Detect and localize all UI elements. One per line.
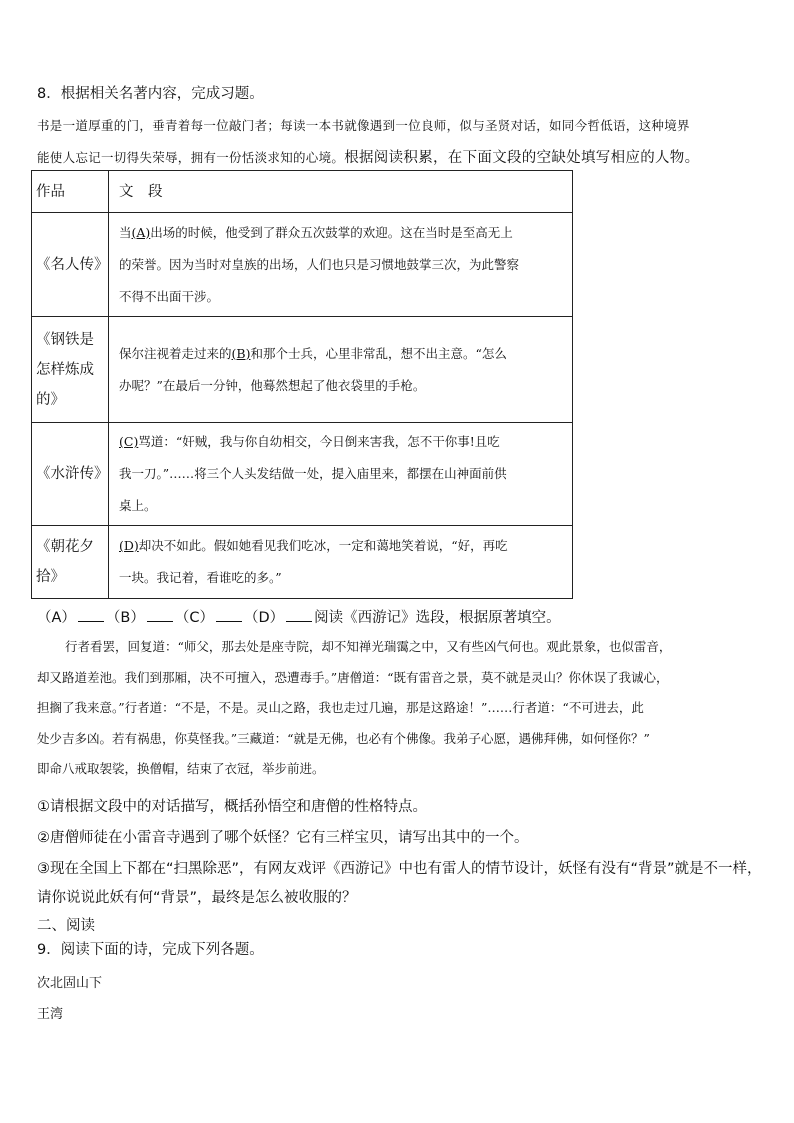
section-heading: 二、阅读 [37,918,95,934]
answer-blank-d[interactable] [286,609,312,622]
table-row [32,526,573,599]
poem-author: 王湾 [37,1007,64,1022]
text: 办呢？”在最后一分钟，他蓦然想起了他衣袋里的手枪。 [119,377,426,393]
blank-b: (B) [231,345,251,361]
table-row [32,317,573,423]
text: 《钢铁是 [36,331,94,348]
passage-line: 却又路道差池。我们到那厢，决不可擅入，恐遭毒手。”唐僧道：“既有雷音之景，莫不就是灵山？你休误了我诚心， [37,669,669,685]
text: 和那个士兵，心里非常乱，想不出主意。“怎么 [250,345,507,361]
answer-blank-b[interactable] [147,609,173,622]
text: 的》 [36,391,65,408]
header-passage: 文 段 [109,171,573,213]
q8-instruction: 根据阅读积累，在下面文段的空缺处填写相应的人物。 [344,150,700,166]
text: 骂道：“奸贼，我与你自幼相交，今日倒来害我，怎不干你事!且吃 [138,434,500,449]
passage-cell [109,213,573,317]
sub-question-3-line2: 请你说说此妖有何“背景”，最终是怎么被收服的？ [37,890,357,906]
q8-intro-line1: 书是一道厚重的门，垂青着每一位敲门者；每读一本书就像遇到一位良师，似与圣贤对话，如同今哲低语，这种境界 [37,118,690,133]
work-cell [32,317,109,423]
text: 怎样炼成 [36,361,94,378]
label-d: （D） [244,610,285,626]
text: 的荣誉。因为当时对皇族的出场，人们也只是习惯地鼓掌三次，为此警察 [119,256,520,272]
text: 当 [119,224,132,240]
blank-d: (D) [119,538,139,553]
text: 保尔注视着走过来的 [119,345,232,361]
label-b: （B） [105,610,145,626]
q8-title: 8．根据相关名著内容，完成习题。 [37,86,264,102]
sub-question-1: ①请根据文段中的对话描写，概括孙悟空和唐僧的性格特点。 [37,799,427,815]
works-table [31,170,573,599]
work-cell: 《名人传》 [32,213,109,317]
sub-question-3-line1: ③现在全国上下都在“扫黑除恶”，有网友戏评《西游记》中也有雷人的情节设计，妖怪有没有“背景”就是不一样， [37,861,762,877]
work-cell [32,526,109,599]
text: 我一刀。”……将三个人头发结做一处，提入庙里来，都摆在山神面前供 [119,466,507,481]
work-cell: 《水浒传》 [32,423,109,526]
q8-intro-line2a: 能使人忘记一切得失荣辱，拥有一份恬淡求知的心境。 [37,150,345,165]
passage-line: 即命八戒取袈裟，换僧帽，结束了衣冠，举步前进。 [37,761,325,776]
xiyouji-instruction: 阅读《西游记》选段，根据原著填空。 [314,610,561,626]
passage-cell [109,423,573,526]
text: 出场的时候，他受到了群众五次鼓掌的欢迎。这在当时是至高无上 [150,224,513,240]
answer-blank-c[interactable] [216,609,242,622]
label-a: （A） [37,610,76,626]
text: 《朝花夕 [36,539,94,555]
label-c: （C） [174,610,214,626]
blank-c: (C) [119,434,139,449]
answer-blank-a[interactable] [78,609,104,622]
text: 却决不如此。假如她看见我们吃冰，一定和蔼地笑着说，“好，再吃 [138,538,508,553]
passage-line: 行者看罢，回复道：“师父，那去处是座寺院，却不知禅光瑞霭之中，又有些凶气何也。观此景象，也似雷音， [65,639,672,654]
q8-intro-line2 [37,146,699,167]
sub-question-2: ②唐僧师徒在小雷音寺遇到了哪个妖怪？它有三样宝贝，请写出其中的一个。 [37,830,529,846]
header-works: 作品 [32,171,109,213]
text: 不得不出面干涉。 [119,288,220,304]
text: 一块。我记着，看谁吃的多。” [119,570,282,585]
passage-cell [109,317,573,423]
text: 拾》 [36,569,65,585]
blank-a: (A) [131,224,151,240]
answer-line [37,606,561,627]
text: 桌上。 [119,498,157,513]
q9-title: 9．阅读下面的诗，完成下列各题。 [37,942,264,958]
passage-line: 处少吉多凶。若有祸患，你莫怪我。”三藏道：“就是无佛，也必有个佛像。我弟子心愿，遇佛拜佛，如何怪你？” [37,730,650,746]
table-row [32,213,573,317]
table-header-row [32,171,573,213]
passage-line: 担搁了我来意。”行者道：“不是，不是。灵山之路，我也走过几遍，那是这路途！”……行者道：“不可进去，此 [37,700,644,715]
table-row [32,423,573,526]
passage-cell [109,526,573,599]
poem-title: 次北固山下 [37,976,103,991]
xiyouji-passage [37,632,785,785]
